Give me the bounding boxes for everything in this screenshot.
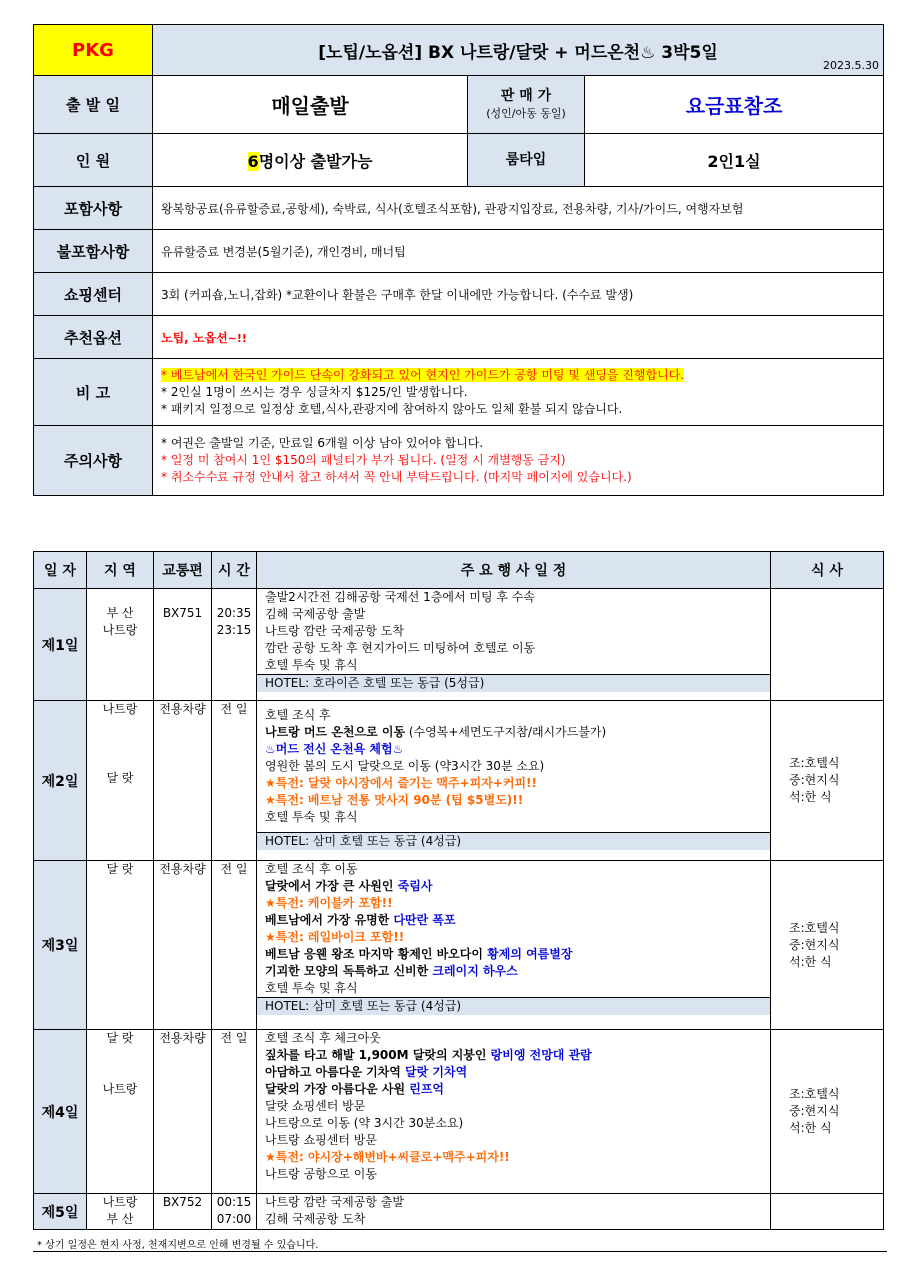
info-table	[33, 24, 884, 496]
day4-row	[34, 1030, 884, 1194]
option-value: 노팁, 노옵션	[161, 330, 228, 345]
page-title: [노팁/노옵션] BX 나트랑/달랏 + 머드온천♨ 3박5일	[318, 42, 718, 63]
itinerary-header-row	[34, 552, 884, 589]
day5-region: 나트랑 부 산	[87, 1194, 154, 1230]
header-time: 시 간	[212, 552, 257, 589]
day5-schedule: 나트랑 깜란 국제공항 출발 김해 국제공항 도착	[257, 1194, 771, 1230]
exclude-label: 불포함사항	[34, 230, 153, 273]
note-cell	[153, 359, 884, 426]
departure-label: 출 발 일	[34, 76, 153, 134]
people-value	[153, 134, 468, 187]
header-day: 일 자	[34, 552, 87, 589]
include-label: 포함사항	[34, 187, 153, 230]
day2-transport: 전용차량	[154, 701, 212, 861]
room-label: 룸타입	[468, 134, 585, 187]
caution-cell	[153, 426, 884, 496]
header-transport: 교통편	[154, 552, 212, 589]
price-sub: (성인/아동 동일)	[486, 106, 566, 120]
day5-row	[34, 1194, 884, 1230]
header-schedule: 주 요 행 사 일 정	[257, 552, 771, 589]
day1-schedule: 출발2시간전 김해공항 국제선 1층에서 미팅 후 수속 김해 국제공항 출발 나트랑 깜란 국제공항 도착 깜란 공항 도착 후 현지가이드 미팅하여 호텔로 이동 호텔 투숙 및 휴식 HOTEL: 호라이즌 호텔 또는 동급 (5성급)	[257, 589, 771, 701]
day4-label: 제4일	[34, 1030, 87, 1194]
day2-region: 나트랑 달 랏	[87, 701, 154, 861]
header-region: 지 역	[87, 552, 154, 589]
day5-label: 제5일	[34, 1194, 87, 1230]
day4-schedule: 호텔 조식 후 체크아웃 짚차를 타고 해발 1,900M 달랏의 지붕인 랑비엥 전망대 관람 아담하고 아름다운 기차역 달랏 기차역 달랏의 가장 아름다운 사원 린프억 달랏 쇼핑센터 방문 나트랑으로 이동 (약 3시간 30분소요) 나트랑 쇼핑센터 방문 ★특전: 야시장+해변바+씨클로+맥주+피자!! 나트랑 공항으로 이동	[257, 1030, 771, 1194]
header-meal: 식 사	[771, 552, 884, 589]
caution-label: 주의사항	[34, 426, 153, 496]
footnote: * 상기 일정은 현지 사정, 천재지변으로 인해 변경될 수 있습니다.	[33, 1236, 887, 1252]
day5-time: 00:15 07:00	[212, 1194, 257, 1230]
doc-date: 2023.5.30	[823, 59, 880, 72]
note-line: * 베트남에서 한국인 가이드 단속이 강화되고 있어 현지인 가이드가 공항 미팅 및 샌딩을 진행합니다.	[161, 367, 685, 382]
caution-line: * 여권은 출발일 기준, 만료일 6개월 이상 남아 있어야 합니다.	[161, 436, 484, 450]
shopping-value: 3회 (커피숍,노니,잡화) *교환이나 환불은 구매후 한달 이내에만 가능합니다. (수수료 발생)	[153, 273, 884, 316]
day2-schedule: 호텔 조식 후 나트랑 머드 온천으로 이동 (수영복+세면도구지참/래시가드불가) ♨머드 전신 온천욕 체험♨ 영원한 봄의 도시 달랏으로 이동 (약3시간 30분 소요) ★특전: 달랏 야시장에서 즐기는 맥주+피자+커피!! ★특전: 베트남 전통 맛사지 90분 (팁 $5별도)!! 호텔 투숙 및 휴식 HOTEL: 삼미 호텔 또는 동급 (4성급)	[257, 701, 771, 861]
day4-transport: 전용차량	[154, 1030, 212, 1194]
include-value: 왕복항공료(유류할증료,공항세), 숙박료, 식사(호텔조식포함), 관광지입장료, 전용차량, 기사/가이드, 여행자보험	[153, 187, 884, 230]
day1-row	[34, 589, 884, 701]
day3-time: 전 일	[212, 861, 257, 1030]
day2-hotel: HOTEL: 삼미 호텔 또는 동급 (4성급)	[257, 832, 770, 850]
option-label: 추천옵션	[34, 316, 153, 359]
day3-meal: 조:호텔식 중:현지식 석:한 식	[771, 861, 884, 1030]
day3-transport: 전용차량	[154, 861, 212, 1030]
day2-label: 제2일	[34, 701, 87, 861]
day2-meal: 조:호텔식 중:현지식 석:한 식	[771, 701, 884, 861]
note-label: 비 고	[34, 359, 153, 426]
price-value: 요금표참조	[585, 76, 884, 134]
day5-transport: BX752	[154, 1194, 212, 1230]
option-suffix: ~!!	[227, 331, 247, 345]
people-num: 6	[247, 151, 259, 171]
day2-time: 전 일	[212, 701, 257, 861]
note-line: * 패키지 일정으로 일정상 호텔,식사,관광지에 참여하지 않아도 일체 환불 되지 않습니다.	[161, 401, 623, 416]
day1-time: 20:35 23:15	[212, 589, 257, 701]
day5-meal	[771, 1194, 884, 1230]
people-label: 인 원	[34, 134, 153, 187]
day3-schedule: 호텔 조식 후 이동 달랏에서 가장 큰 사원인 죽림사 ★특전: 케이블카 포함!! 베트남에서 가장 유명한 다딴란 폭포 ★특전: 레일바이크 포함!! 베트남 응웬 왕조 마지막 황제인 바오다이 황제의 여름별장 기괴한 모양의 독특하고 신비한 크레이지 하우스 호텔 투숙 및 휴식 HOTEL: 삼미 호텔 또는 동급 (4성급)	[257, 861, 771, 1030]
day3-row	[34, 861, 884, 1030]
caution-line: * 일정 미 참여시 1인 $150의 패널티가 부가 됩니다. (일정 시 개별행동 금지)	[161, 453, 566, 467]
departure-value: 매일출발	[153, 76, 468, 134]
day1-meal	[771, 589, 884, 701]
day3-region: 달 랏	[87, 861, 154, 1030]
day1-hotel: HOTEL: 호라이즌 호텔 또는 동급 (5성급)	[257, 674, 770, 692]
price-label: 판 매 가	[500, 87, 552, 104]
option-value-cell	[153, 316, 884, 359]
itinerary-table	[33, 551, 884, 1230]
shopping-label: 쇼핑센터	[34, 273, 153, 316]
day1-transport: BX751	[154, 589, 212, 701]
exclude-value: 유류할증료 변경분(5월기준), 개인경비, 매너팁	[153, 230, 884, 273]
day4-time: 전 일	[212, 1030, 257, 1194]
room-value: 2인1실	[585, 134, 884, 187]
pkg-label: PKG	[34, 25, 153, 76]
day2-row	[34, 701, 884, 861]
people-rest: 명이상 출발가능	[258, 151, 373, 171]
day4-region: 달 랏 나트랑	[87, 1030, 154, 1194]
note-line: * 2인실 1명이 쓰시는 경우 싱글차지 $125/인 발생합니다.	[161, 384, 468, 399]
day1-label: 제1일	[34, 589, 87, 701]
day3-hotel: HOTEL: 삼미 호텔 또는 동급 (4성급)	[257, 997, 770, 1015]
day4-meal: 조:호텔식 중:현지식 석:한 식	[771, 1030, 884, 1194]
caution-line: * 취소수수료 규정 안내서 참고 하셔서 꼭 안내 부탁드립니다. (마지막 페이지에 있습니다.)	[161, 470, 632, 484]
price-label-cell	[468, 76, 585, 134]
day3-label: 제3일	[34, 861, 87, 1030]
title-cell	[153, 25, 884, 76]
day1-region: 부 산 나트랑	[87, 589, 154, 701]
